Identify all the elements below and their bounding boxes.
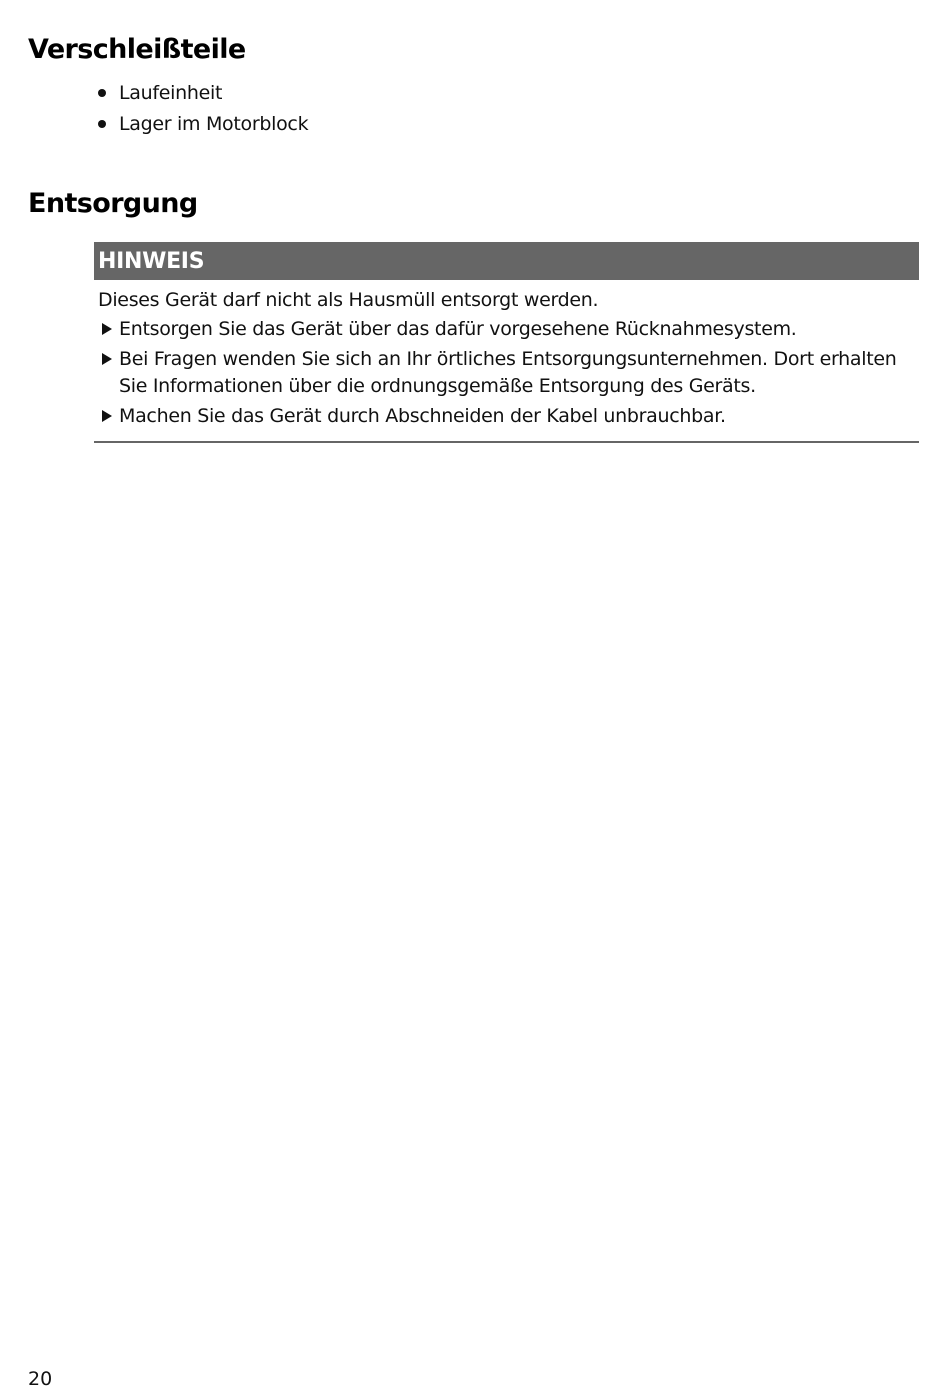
page-number: 20 bbox=[28, 1368, 53, 1390]
bullet-icon bbox=[98, 89, 106, 97]
disposal-heading: Entsorgung bbox=[28, 188, 198, 219]
notice-text: Dieses Gerät darf nicht als Hausmüll entsorgt werden. bbox=[98, 289, 599, 311]
notice-step-text: Entsorgen Sie das Gerät über das dafür vorgesehene Rücknahmesystem. bbox=[119, 318, 797, 340]
notice-label: HINWEIS bbox=[94, 242, 919, 280]
wear-parts-heading: Verschleißteile bbox=[28, 34, 246, 65]
notice-box bbox=[94, 242, 919, 443]
notice-body bbox=[94, 280, 919, 443]
notice-steps bbox=[98, 316, 919, 430]
list-item bbox=[97, 111, 308, 142]
triangle-right-icon bbox=[102, 410, 112, 422]
notice-step-text: Bei Fragen wenden Sie sich an Ihr örtliches Entsorgungsunternehmen. Dort erhalten Sie Informationen über die ordnungsgemäße Entsorgung des Geräts. bbox=[119, 348, 897, 397]
triangle-right-icon bbox=[102, 353, 112, 365]
notice-step bbox=[98, 346, 919, 400]
notice-step bbox=[98, 316, 919, 343]
notice-step-text: Machen Sie das Gerät durch Abschneiden der Kabel unbrauchbar. bbox=[119, 405, 726, 427]
list-item-text: Laufeinheit bbox=[119, 82, 223, 104]
triangle-right-icon bbox=[102, 323, 112, 335]
wear-parts-list bbox=[97, 80, 308, 142]
bullet-icon bbox=[98, 120, 106, 128]
list-item bbox=[97, 80, 308, 111]
notice-step bbox=[98, 403, 919, 430]
list-item-text: Lager im Motorblock bbox=[119, 113, 309, 135]
